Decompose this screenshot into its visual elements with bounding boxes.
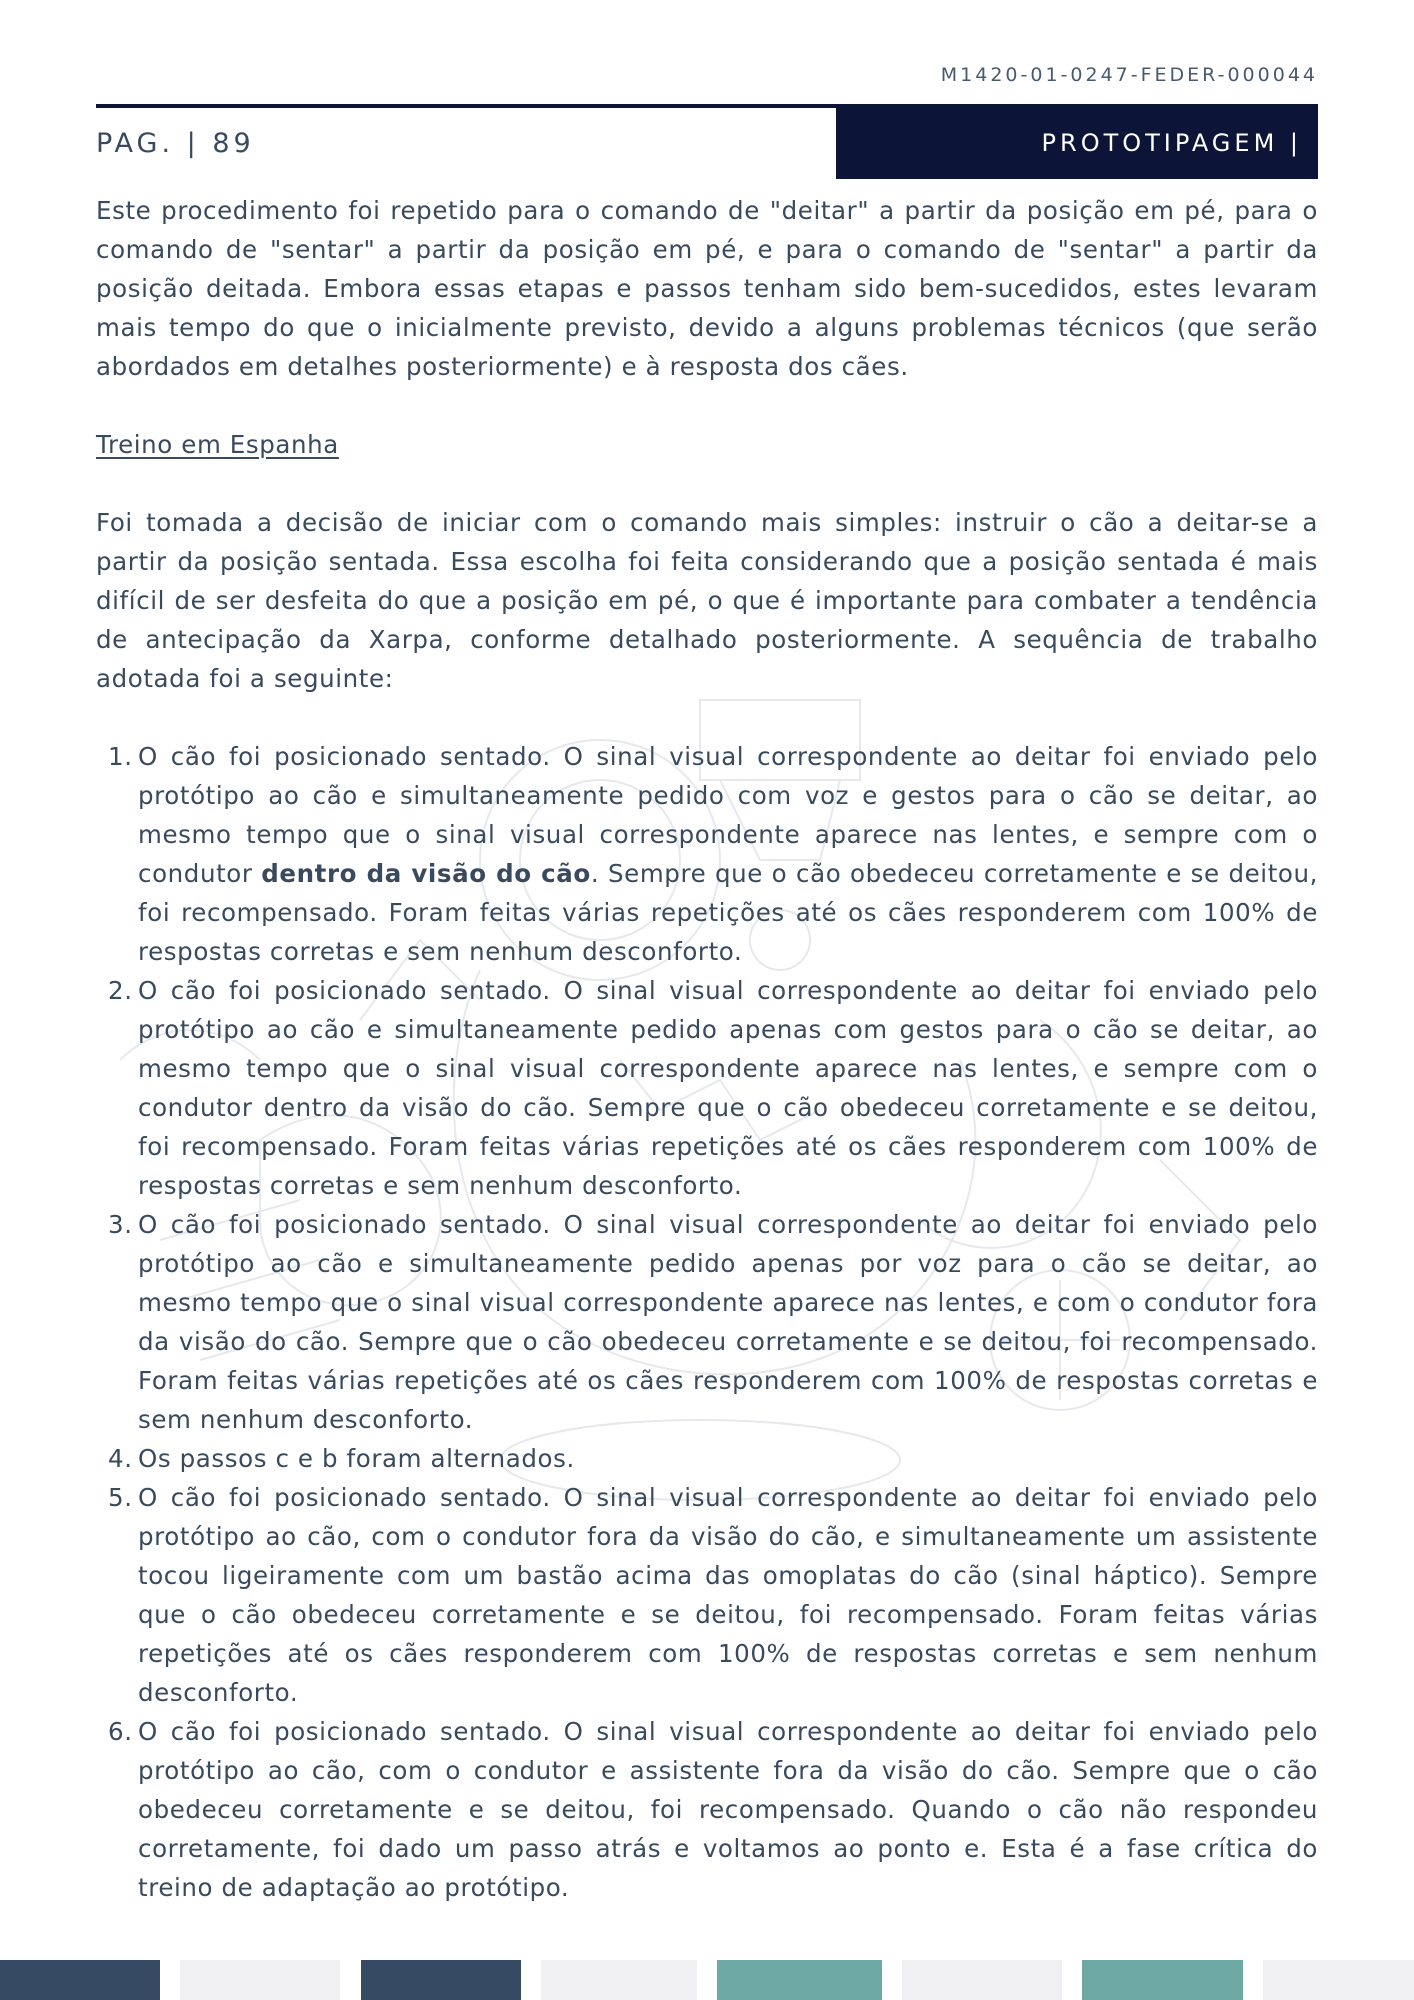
list-item-number: 5.: [108, 1483, 133, 1512]
list-item-text: O cão foi posicionado sentado. O sinal visual correspondente ao deitar foi enviado pelo protótipo ao cão e simultaneamente pedido com voz e gestos para o cão se deitar, ao mesmo tempo que o sinal visual correspondente aparece nas lentes, e sempre com o condutor: [138, 742, 1318, 888]
list-item-text: O cão foi posicionado sentado. O sinal visual correspondente ao deitar foi enviado pelo protótipo ao cão e simultaneamente pedido apenas com gestos para o cão se deitar, ao mesmo tempo que o sinal visual correspondente aparece nas lentes, e sempre com o condutor dentro da visão do cão. Sempre que o cão obedeceu corretamente e se deitou, foi recompensado. Foram feitas várias repetições até os cães responderem com 100% de respostas corretas e sem nenhum desconforto.: [138, 976, 1318, 1200]
footer-segment-teal: [1082, 1960, 1243, 2000]
list-item-text: O cão foi posicionado sentado. O sinal visual correspondente ao deitar foi enviado pelo protótipo ao cão e simultaneamente pedido apenas por voz para o cão se deitar, ao mesmo tempo que o sinal visual correspondente aparece nas lentes, e com o condutor fora da visão do cão. Sempre que o cão obedeceu corretamente e se deitou, foi recompensado. Foram feitas várias repetições até os cães responderem com 100% de respostas corretas e sem nenhum desconforto.: [138, 1210, 1318, 1434]
footer-segment-light: [902, 1960, 1062, 2000]
footer-segment-light: [180, 1960, 340, 2000]
document-body: [96, 191, 1318, 1907]
list-item: [96, 737, 1318, 971]
list-item: [96, 1712, 1318, 1907]
list-item-number: 1.: [108, 742, 133, 771]
list-item-number: 6.: [108, 1717, 133, 1746]
list-item-text: . Sempre que o cão obedeceu corretamente e se deitou, foi recompensado. Foram feitas várias repetições até os cães responderem com 100% de respostas corretas e sem nenhum desconforto.: [138, 859, 1319, 966]
steps-list: [96, 737, 1318, 1907]
spacer: [96, 698, 1318, 737]
footer-segment-dark: [0, 1960, 160, 2000]
footer-segment-light: [541, 1960, 697, 2000]
intro-paragraph: Este procedimento foi repetido para o comando de "deitar" a partir da posição em pé, para o comando de "sentar" a partir da posição em pé, e para o comando de "sentar" a partir da posição deitada. Embora essas etapas e passos tenham sido bem-sucedidos, estes levaram mais tempo do que o inicialmente previsto, devido a alguns problemas técnicos (que serão abordados em detalhes posteriormente) e à resposta dos cães.: [96, 196, 1318, 381]
list-item-text: O cão foi posicionado sentado. O sinal visual correspondente ao deitar foi enviado pelo protótipo ao cão, com o condutor e assistente fora da visão do cão. Sempre que o cão obedeceu corretamente e se deitou, foi recompensado. Quando o cão não respondeu corretamente, foi dado um passo atrás e voltamos ao ponto e. Esta é a fase crítica do treino de adaptação ao protótipo.: [138, 1717, 1318, 1902]
footer-segment-light: [1263, 1960, 1414, 2000]
spacer: [96, 464, 1318, 503]
page-number: PAG. | 89: [96, 128, 255, 159]
list-item: [96, 1478, 1318, 1712]
list-item: [96, 971, 1318, 1205]
footer-segment-dark: [361, 1960, 521, 2000]
training-paragraph: Foi tomada a decisão de iniciar com o comando mais simples: instruir o cão a deitar-se a partir da posição sentada. Essa escolha foi feita considerando que a posição sentada é mais difícil de ser desfeita do que a posição em pé, o que é importante para combater a tendência de antecipação da Xarpa, conforme detalhado posteriormente. A sequência de trabalho adotada foi a seguinte:: [96, 508, 1318, 693]
footer-color-bar: [0, 1960, 1414, 2000]
list-item-text: Os passos c e b foram alternados.: [138, 1444, 575, 1473]
list-item-bold-text: dentro da visão do cão: [261, 859, 591, 888]
spacer: [96, 386, 1318, 425]
list-item: [96, 1205, 1318, 1439]
list-item-number: 3.: [108, 1210, 133, 1239]
list-item-text: O cão foi posicionado sentado. O sinal visual correspondente ao deitar foi enviado pelo protótipo ao cão, com o condutor fora da visão do cão, e simultaneamente um assistente tocou ligeiramente com um bastão acima das omoplatas do cão (sinal háptico). Sempre que o cão obedeceu corretamente e se deitou, foi recompensado. Foram feitas várias repetições até os cães responderem com 100% de respostas corretas e sem nenhum desconforto.: [138, 1483, 1318, 1707]
project-code: M1420-01-0247-FEDER-000044: [940, 64, 1318, 86]
footer-segment-teal: [717, 1960, 882, 2000]
list-item: [96, 1439, 1318, 1478]
section-title-box: [836, 106, 1318, 179]
list-item-number: 2.: [108, 976, 133, 1005]
list-item-number: 4.: [108, 1444, 133, 1473]
section-title: PROTOTIPAGEM |: [1041, 128, 1302, 157]
subheading: Treino em Espanha: [96, 430, 339, 459]
